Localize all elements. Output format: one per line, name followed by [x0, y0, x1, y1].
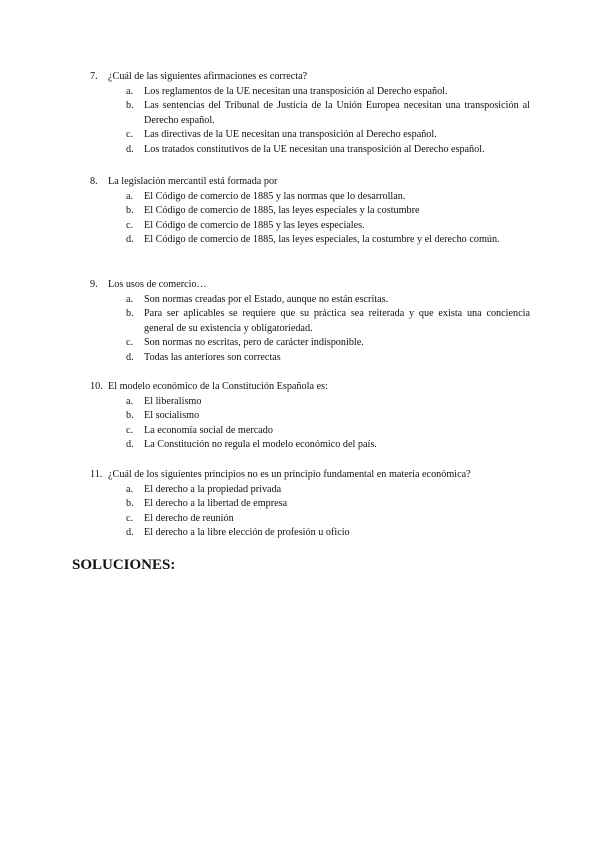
question-text: Los usos de comercio… — [108, 279, 207, 290]
option-text: Todas las anteriores son correctas — [144, 351, 281, 363]
option-letter: a. — [126, 85, 134, 97]
options-list — [90, 85, 530, 158]
option-a — [90, 85, 530, 100]
option-c — [90, 219, 530, 234]
option-a — [90, 483, 530, 498]
option-letter: d. — [126, 351, 134, 363]
option-b — [90, 497, 530, 512]
options-list — [90, 190, 530, 248]
option-letter: b. — [126, 100, 134, 111]
question-number: 10. — [90, 381, 103, 392]
option-letter: c. — [126, 129, 134, 140]
option-letter: b. — [126, 498, 134, 509]
option-text: El Código de comercio de 1885 y las leyes especiales. — [144, 219, 365, 231]
option-letter: d. — [126, 143, 134, 155]
option-letter: a. — [126, 190, 134, 202]
option-text: Para ser aplicables se requiere que su práctica sea reiterada y que exista una conciencia general de su existencia y obligatoriedad. — [144, 308, 530, 334]
option-d — [90, 143, 530, 158]
option-c — [90, 424, 530, 439]
option-c — [90, 336, 530, 351]
option-b — [90, 409, 530, 424]
question-8 — [90, 175, 530, 248]
option-letter: c. — [126, 219, 134, 231]
option-d — [90, 526, 530, 541]
option-text: Las directivas de la UE necesitan una transposición al Derecho español. — [144, 129, 437, 140]
question-number: 11. — [90, 469, 103, 480]
option-text: El derecho a la propiedad privada — [144, 483, 282, 495]
option-text: El derecho de reunión — [144, 512, 234, 524]
option-text: Son normas creadas por el Estado, aunque no están escritas. — [144, 293, 389, 305]
question-text: ¿Cuál de las siguientes afirmaciones es correcta? — [108, 71, 308, 82]
option-text: El derecho a la libre elección de profesión u oficio — [144, 527, 350, 538]
question-10 — [90, 380, 530, 453]
option-letter: a. — [126, 293, 134, 305]
option-text: La Constitución no regula el modelo económico del país. — [144, 439, 377, 450]
option-text: Las sentencias del Tribunal de Justicia de la Unión Europea necesitan una transposición al Derecho español. — [144, 100, 530, 126]
option-letter: a. — [126, 483, 134, 495]
options-list — [90, 293, 530, 366]
option-letter: b. — [126, 308, 134, 319]
option-text: Los reglamentos de la UE necesitan una transposición al Derecho español. — [144, 85, 448, 97]
option-text: Los tratados constitutivos de la UE necesitan una transposición al Derecho español. — [144, 143, 485, 155]
question-text: ¿Cuál de los siguientes principios no es un principio fundamental en materia económica? — [108, 469, 471, 480]
option-d — [90, 233, 530, 248]
question-number: 9. — [90, 279, 98, 290]
option-text: El liberalismo — [144, 395, 202, 407]
option-letter: b. — [126, 205, 134, 216]
option-letter: b. — [126, 410, 134, 421]
option-text: El Código de comercio de 1885 y las normas que lo desarrollan. — [144, 190, 406, 202]
option-text: La economía social de mercado — [144, 424, 273, 436]
option-d — [90, 351, 530, 366]
options-list — [90, 395, 530, 453]
question-text: El modelo económico de la Constitución Española es: — [108, 381, 328, 392]
question-number: 8. — [90, 176, 98, 187]
option-letter: c. — [126, 424, 134, 436]
option-letter: d. — [126, 234, 134, 245]
solutions-heading: SOLUCIONES: — [72, 557, 176, 573]
option-letter: d. — [126, 527, 134, 538]
option-d — [90, 438, 530, 453]
question-9 — [90, 278, 530, 365]
option-text: El socialismo — [144, 410, 200, 421]
question-7 — [90, 70, 530, 157]
option-a — [90, 190, 530, 205]
question-text: La legislación mercantil está formada por — [108, 176, 278, 187]
option-b — [90, 204, 530, 219]
option-b — [90, 307, 530, 336]
question-11 — [90, 468, 530, 541]
question-number: 7. — [90, 71, 98, 82]
option-letter: d. — [126, 439, 134, 450]
option-text: Son normas no escritas, pero de carácter indisponible. — [144, 337, 364, 348]
option-text: El Código de comercio de 1885, las leyes especiales y la costumbre — [144, 205, 420, 216]
option-a — [90, 395, 530, 410]
option-c — [90, 128, 530, 143]
option-letter: c. — [126, 512, 134, 524]
options-list — [90, 483, 530, 541]
option-letter: c. — [126, 337, 134, 348]
option-letter: a. — [126, 395, 134, 407]
option-a — [90, 293, 530, 308]
option-c — [90, 512, 530, 527]
option-text: El derecho a la libertad de empresa — [144, 498, 288, 509]
option-text: El Código de comercio de 1885, las leyes especiales, la costumbre y el derecho común. — [144, 234, 500, 245]
option-b — [90, 99, 530, 128]
